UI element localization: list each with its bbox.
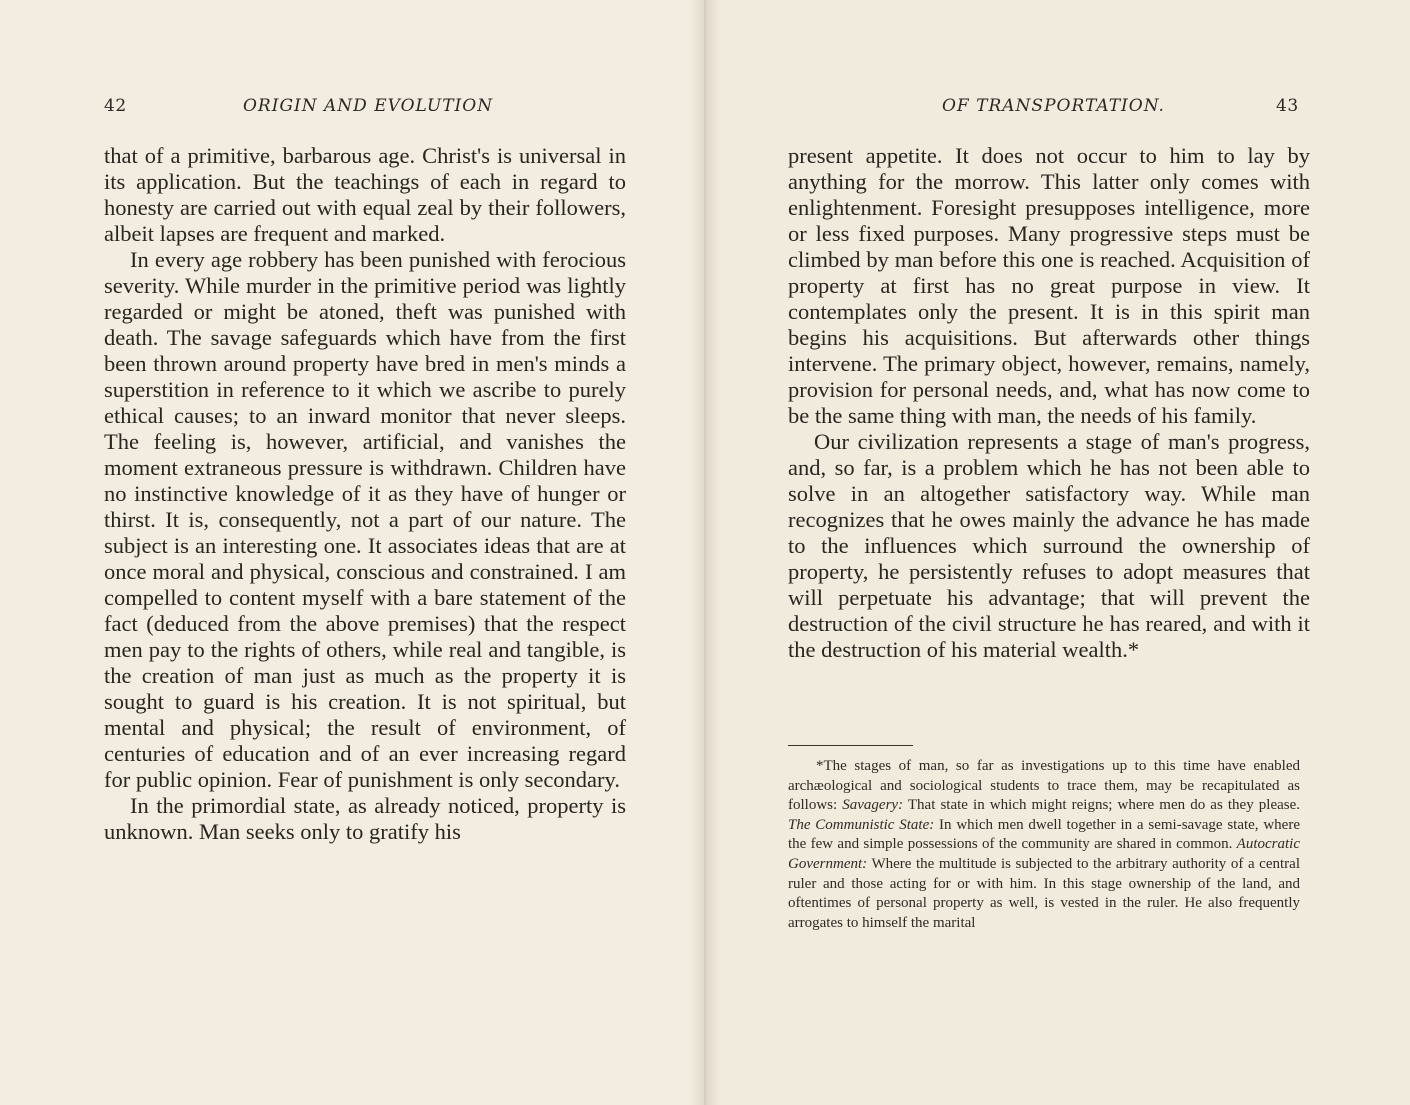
paragraph: that of a primitive, barbarous age. Christ's is universal in its application. But the teachings of each in regard to honesty are carried out with equal zeal by their followers, albeit lapses are frequent and marked.: [104, 143, 626, 246]
footnote: [788, 757, 1300, 933]
right-page-number: 43: [1276, 96, 1299, 116]
right-page-header: [705, 96, 1410, 122]
left-page-number: 42: [104, 96, 127, 116]
footnote-text: In which men dwell together in a semi-savage state, where the few and simple possessions of the community are shared in common.: [788, 816, 1300, 853]
right-body-text: [788, 143, 1310, 663]
footnote-term: The Communistic State:: [788, 816, 935, 833]
footnote-term: Savagery:: [842, 797, 904, 814]
footnote-term: Autocratic Government:: [788, 836, 1300, 872]
footnote-rule: [788, 745, 913, 746]
paragraph: Our civilization represents a stage of man's progress, and, so far, is a problem which he has not been able to solve in an altogether satisfactory way. While man recognizes that he owes mainly the advance he has made to the influences which surround the ownership of property, he persistently refuses to adopt measures that will perpetuate his advantage; that will prevent the destruction of the civil structure he has reared, and with it the destruction of his material wealth.*: [788, 429, 1310, 662]
right-page: [705, 0, 1410, 1105]
left-body-text: [104, 143, 626, 845]
left-running-head: ORIGIN AND EVOLUTION: [243, 96, 494, 116]
paragraph: In the primordial state, as already noticed, property is unknown. Man seeks only to gratify his: [104, 793, 626, 844]
right-running-head: OF TRANSPORTATION.: [942, 96, 1165, 116]
paragraph: present appetite. It does not occur to him to lay by anything for the morrow. This latter only comes with enlightenment. Foresight presupposes intelligence, more or less fixed purposes. Many progressive steps must be climbed by man before this one is reached. Acquisition of property at first has no great purpose in view. It contemplates only the present. It is in this spirit man begins his acquisitions. But afterwards other things intervene. The primary object, however, remains, namely, provision for personal needs, and, what has now come to be the same thing with man, the needs of his family.: [788, 143, 1310, 428]
footnote-text: Where the multitude is subjected to the arbitrary authority of a central ruler and those acting for or with him. In this stage ownership of the land, and oftentimes of personal property as well, is vested in the ruler. He also frequently arrogates to himself the marital: [788, 855, 1300, 931]
footnote-text: *The stages of man, so far as investigations up to this time have enabled archæological and sociological students to trace them, may be recapitulated as follows:: [788, 758, 1300, 814]
book-gutter: [690, 0, 720, 1105]
left-page-header: [0, 96, 705, 122]
footnote-text: That state in which might reigns; where men do as they please.: [903, 797, 1301, 814]
paragraph: In every age robbery has been punished with ferocious severity. While murder in the primitive period was lightly regarded or might be atoned, theft was punished with death. The savage safeguards which have from the first been thrown around property have bred in men's minds a superstition in reference to it which we ascribe to purely ethical causes; to an inward monitor that never sleeps. The feeling is, however, artificial, and vanishes the moment extraneous pressure is withdrawn. Children have no instinctive knowledge of it as they have of hunger or thirst. It is, consequently, not a part of our nature. The subject is an interesting one. It associates ideas that are at once moral and physical, conscious and constrained. I am compelled to content myself with a bare statement of the fact (deduced from the above premises) that the respect men pay to the rights of others, while real and tangible, is the creation of man just as much as the property it is sought to guard is his creation. It is not spiritual, but mental and physical; the result of environment, of centuries of education and of an ever increasing regard for public opinion. Fear of punishment is only secondary.: [104, 247, 626, 792]
